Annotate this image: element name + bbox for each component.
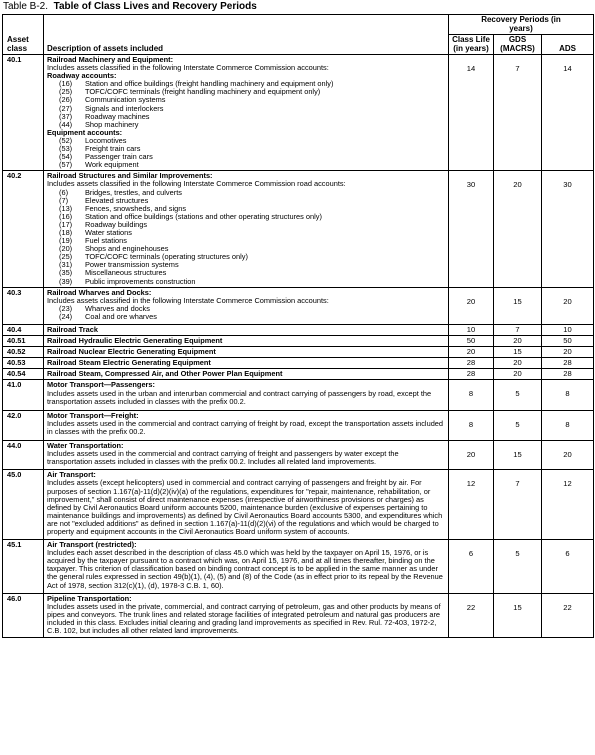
- header-row-top: [3, 15, 594, 35]
- class-life-cell: 30: [449, 171, 494, 287]
- ads-cell: 28: [542, 358, 594, 369]
- class-description: Includes assets used in the commercial and contract carrying of freight and passengers by water except the transportation assets included in classes with the prefix 00.2. Includes all related land improvements.: [47, 449, 399, 467]
- class-heading: Motor Transport—Freight:: [47, 410, 139, 420]
- asset-class-cell: 40.4: [3, 325, 44, 336]
- asset-class-cell: 40.3: [3, 287, 44, 324]
- table-row: [3, 325, 594, 336]
- gds-cell: 5: [494, 410, 542, 440]
- gds-header: GDS (MACRS): [494, 35, 542, 55]
- table-row: [3, 171, 594, 287]
- class-heading: Railroad Wharves and Docks:: [47, 287, 152, 297]
- table-row: [3, 410, 594, 440]
- asset-class-cell: 40.2: [3, 171, 44, 287]
- asset-class-cell: 41.0: [3, 380, 44, 410]
- class-description: Includes assets used in the urban and interurban commercial and contract carrying of passengers by road, except the transportation assets included in classes with the prefix 00.2.: [47, 388, 432, 406]
- class-heading: Motor Transport—Passengers:: [47, 380, 156, 390]
- asset-class-cell: 40.52: [3, 347, 44, 358]
- list-item: (25) TOFC/COFC terminals (operating structures only): [59, 252, 248, 262]
- asset-class-cell: 40.54: [3, 369, 44, 380]
- list-item: (16) Station and office buildings (freight handling machinery and equipment only): [59, 79, 334, 89]
- list-item: (20) Shops and enginehouses: [59, 244, 169, 254]
- ads-cell: 22: [542, 593, 594, 637]
- class-life-cell: 20: [449, 441, 494, 470]
- table-row: [3, 358, 594, 369]
- ads-header: ADS: [542, 35, 594, 55]
- gds-cell: 5: [494, 380, 542, 410]
- gds-cell: 20: [494, 171, 542, 287]
- ads-cell: 20: [542, 287, 594, 324]
- table-row: [3, 336, 594, 347]
- ads-cell: 8: [542, 410, 594, 440]
- asset-class-cell: 40.53: [3, 358, 44, 369]
- gds-cell: 20: [494, 336, 542, 347]
- gds-cell: 20: [494, 369, 542, 380]
- gds-cell: 20: [494, 358, 542, 369]
- list-item: (19) Fuel stations: [59, 236, 127, 246]
- asset-class-cell: 45.1: [3, 540, 44, 594]
- table-row: [3, 287, 594, 324]
- class-life-cell: 28: [449, 369, 494, 380]
- list-item: (57) Work equipment: [59, 160, 139, 170]
- gds-cell: 7: [494, 55, 542, 171]
- list-item: (18) Water stations: [59, 227, 132, 237]
- class-life-cell: 8: [449, 380, 494, 410]
- asset-class-cell: 46.0: [3, 593, 44, 637]
- table-title: [3, 1, 257, 12]
- list-item: (39) Public improvements construction: [59, 276, 196, 286]
- class-heading: Railroad Steam, Compressed Air, and Other Power Plan Equipment: [44, 369, 449, 380]
- table-row: [3, 441, 594, 470]
- ads-cell: 28: [542, 369, 594, 380]
- list-item: (35) Miscellaneous structures: [59, 268, 167, 278]
- gds-cell: 7: [494, 470, 542, 540]
- recovery-periods-header: Recovery Periods (in years): [449, 15, 594, 35]
- asset-class-cell: 40.51: [3, 336, 44, 347]
- gds-cell: 15: [494, 593, 542, 637]
- table-row: [3, 540, 594, 594]
- class-heading: Railroad Hydraulic Electric Generating Equipment: [44, 336, 449, 347]
- list-item: (25) TOFC/COFC terminals (freight handling machinery and equipment only): [59, 87, 321, 97]
- class-intro: Includes assets classified in the following Interstate Commerce Commission road accounts:: [47, 179, 346, 189]
- description-cell: [44, 287, 449, 324]
- class-heading: Pipeline Transportation:: [47, 593, 132, 603]
- class-intro: Includes assets classified in the following Interstate Commerce Commission accounts:: [47, 63, 329, 73]
- list-item: (27) Signals and interlockers: [59, 103, 164, 113]
- table-row: [3, 593, 594, 637]
- class-description: Includes assets used in the private, commercial, and contract carrying of petroleum, gas and other products by means of pipes and conveyors. The trunk lines and related storage facilities of integrated petroleum and natural gas producers are included in this class. Excludes initial clearing and grading land improvements as specified in Rev. Rul. 72-403, 1972-2, C.B. 102, but includes all other related land improvements.: [47, 601, 441, 635]
- list-item: (13) Fences, snowsheds, and signs: [59, 203, 187, 213]
- table-row: [3, 55, 594, 171]
- class-heading: Air Transport (restricted):: [47, 540, 137, 550]
- table-number: Table B-2.: [3, 1, 49, 12]
- table-row: [3, 369, 594, 380]
- ads-cell: 30: [542, 171, 594, 287]
- asset-class-cell: 42.0: [3, 410, 44, 440]
- ads-cell: 20: [542, 347, 594, 358]
- class-heading: Air Transport:: [47, 470, 96, 480]
- class-life-cell: 20: [449, 347, 494, 358]
- ads-cell: 20: [542, 441, 594, 470]
- asset-class-cell: 40.1: [3, 55, 44, 171]
- class-life-cell: 28: [449, 358, 494, 369]
- list-item: (24) Coal and ore wharves: [59, 311, 157, 321]
- class-heading: Water Transportation:: [47, 441, 124, 451]
- class-description: Includes each asset described in the description of class 45.0 which was held by the taxpayer on April 15, 1976, or is acquired by the taxpayer pursuant to a contract which was, on April 15, 1976, and at all times thereafter, binding on the taxpayer. This criterion of classification based on binding contract concept is to be applied in the same manner as under the general rules expressed in section 49(b)(1), (4), (5) and (8) of the Code (as in effect prior to its repeal by the Revenue Act of 1978, section 312(c)(1), (d), 1978-3 C.B. 1, 60).: [47, 548, 443, 590]
- ads-cell: 12: [542, 470, 594, 540]
- table-row: [3, 380, 594, 410]
- description-header: Description of assets included: [44, 15, 449, 55]
- class-heading: Railroad Structures and Similar Improvements:: [47, 171, 213, 181]
- description-cell: [44, 55, 449, 171]
- class-life-cell: 10: [449, 325, 494, 336]
- class-description: Includes assets used in the commercial and contract carrying of freight by road, except the transportation assets included in classes with the prefix 00.2.: [47, 418, 444, 436]
- table-row: [3, 470, 594, 540]
- description-cell: [44, 441, 449, 470]
- ads-cell: 50: [542, 336, 594, 347]
- class-life-cell: 6: [449, 540, 494, 594]
- class-life-cell: 50: [449, 336, 494, 347]
- class-life-cell: 22: [449, 593, 494, 637]
- gds-cell: 15: [494, 347, 542, 358]
- description-cell: [44, 380, 449, 410]
- gds-cell: 7: [494, 325, 542, 336]
- list-item: (7) Elevated structures: [59, 195, 149, 205]
- asset-class-cell: 45.0: [3, 470, 44, 540]
- list-item: (17) Roadway buildings: [59, 219, 148, 229]
- list-item: (54) Passenger train cars: [59, 152, 153, 162]
- class-lives-table: [2, 14, 594, 638]
- list-item: (16) Station and office buildings (stations and other operating structures only): [59, 211, 322, 221]
- class-heading: Railroad Track: [44, 325, 449, 336]
- ads-cell: 6: [542, 540, 594, 594]
- class-life-cell: 14: [449, 55, 494, 171]
- list-item: (31) Power transmission systems: [59, 260, 179, 270]
- subheading: Roadway accounts:: [47, 71, 117, 81]
- list-item: (37) Roadway machines: [59, 111, 150, 121]
- ads-cell: 10: [542, 325, 594, 336]
- description-cell: [44, 540, 449, 594]
- asset-class-cell: 44.0: [3, 441, 44, 470]
- description-cell: [44, 410, 449, 440]
- description-cell: [44, 593, 449, 637]
- list-item: (53) Freight train cars: [59, 144, 141, 154]
- gds-cell: 5: [494, 540, 542, 594]
- asset-class-header: Asset class: [3, 15, 44, 55]
- ads-cell: 14: [542, 55, 594, 171]
- ads-cell: 8: [542, 380, 594, 410]
- table-caption: Table of Class Lives and Recovery Periods: [53, 1, 257, 12]
- list-item: (23) Wharves and docks: [59, 303, 150, 313]
- class-heading: Railroad Nuclear Electric Generating Equipment: [44, 347, 449, 358]
- list-item: (52) Locomotives: [59, 135, 127, 145]
- list-item: (26) Communication systems: [59, 95, 166, 105]
- class-life-cell: 12: [449, 470, 494, 540]
- class-intro: Includes assets classified in the following Interstate Commerce Commission accounts:: [47, 295, 329, 305]
- class-life-header: Class Life (in years): [449, 35, 494, 55]
- description-cell: [44, 470, 449, 540]
- class-heading: Railroad Steam Electric Generating Equipment: [44, 358, 449, 369]
- class-description: Includes assets (except helicopters) used in commercial and contract carrying of passengers and freight by air. For purposes of section 1.167(a)-11(d)(2)(iv)(a) of the regulations, expenditures for "repair, maintenance, rehabilitation, or improvement," shall consist of direct maintenance expenses (irrespective of airworthiness provisions or charges) as defined by Civil Aeronautics Board uniform accounts 5200, maintenance burden (exclusive of expenses pertaining to maintenance buildings and improvements) as defined by Civil Aeronautics Board accounts 5300, and expenditures which are not "excluded additions" as defined in section 1.167(a)-11(d)(2)(vi) of the regulations and which would be charged to property and equipment accounts in the Civil Aeronautics Board uniform system of accounts.: [47, 478, 443, 536]
- list-item: (6) Bridges, trestles, and culverts: [59, 187, 182, 197]
- subheading: Equipment accounts:: [47, 127, 123, 137]
- class-heading: Railroad Machinery and Equipment:: [47, 55, 174, 64]
- class-life-cell: 20: [449, 287, 494, 324]
- gds-cell: 15: [494, 287, 542, 324]
- class-life-cell: 8: [449, 410, 494, 440]
- table-row: [3, 347, 594, 358]
- gds-cell: 15: [494, 441, 542, 470]
- description-cell: [44, 171, 449, 287]
- list-item: (44) Shop machinery: [59, 119, 139, 129]
